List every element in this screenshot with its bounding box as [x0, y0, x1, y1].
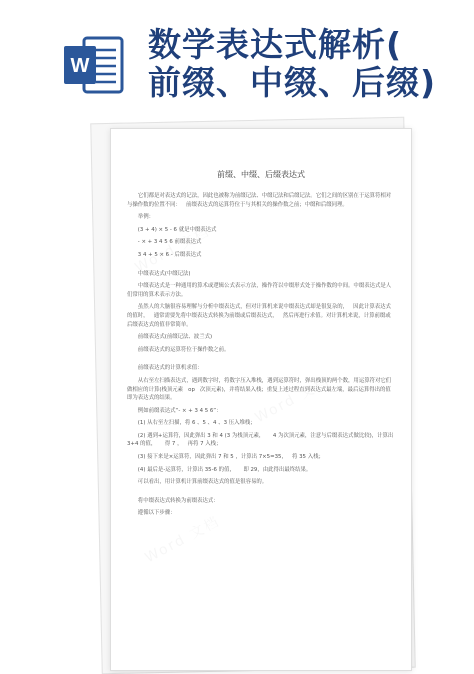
paragraph: 前缀表达式的运算符位于操作数之前。	[137, 346, 230, 353]
banner-title-line1: 数学表达式解析(	[148, 25, 403, 64]
banner-title-line2: 前缀、中缀、后缀)	[148, 63, 437, 102]
banner	[0, 0, 474, 118]
paragraph: 中缀表达式是一种通用的算术或逻辑公式表示方法，操作符以中缀形式处于操作数的中间。中缀表达式是人们常用的算术表示方法。	[127, 283, 392, 298]
list-item: (4) 最后是-运算符，计算出 35-6 的值， 即 29，由此得出最终结果。	[137, 466, 312, 473]
document-page	[110, 128, 412, 671]
list-item: (1) 从右至左扫描，将 6 、5 、4 、3 压入堆栈；	[137, 420, 256, 427]
paragraph: 将中缀表达式转换为前缀表达式：	[137, 497, 219, 504]
list-item: (2) 遇到+运算符，因此弹出 3 和 4 (3 为栈顶元素， 4 为次顶元素，注意与后缀表达式做比较)，计算出 3+4 的值， 得 7 ， 再将 7 入栈；	[127, 432, 395, 448]
document-title: 前缀、中缀、后缀表达式	[217, 170, 305, 179]
list-item: (3) 接下来是×运算符，因此弹出 7 和 5 ，计算出 7×5=35， 将 35 入栈；	[137, 454, 324, 461]
section-heading: 前缀表达式的计算机求值：	[137, 365, 203, 372]
word-document-icon	[62, 34, 124, 96]
section-heading: 中缀表达式(中缀记法)	[137, 270, 191, 277]
paragraph: 它们都是对表达式的记法，因此也被称为前缀记法、中缀记法和后缀记法。它们之间的区别在于运算符相对与操作数的位置不同： 前缀表达式的运算符位于与其相关的操作数之前；中缀和后缀同理。	[127, 193, 392, 208]
paragraph: 虽然人的大脑很容易理解与分析中缀表达式，但对计算机来说中缀表达式却是很复杂的， 因此计算表达式的值时， 通常需要先将中缀表达式转换为前缀或后缀表达式， 然后再进行求值。对计算机来说，计算前缀或后缀表达式的值非常简单。	[127, 304, 391, 328]
paragraph: - × + 3 4 5 6 前缀表达式	[137, 239, 202, 246]
document-body	[127, 169, 395, 522]
paragraph: 从右至左扫描表达式，遇到数字时，将数字压入堆栈，遇到运算符时，弹出栈顶的两个数，用运算符对它们做相应的计算(栈顶元素 op 次顶元素)，并将结果入栈；重复上述过程直到表达式最左端，最后运算得出的值即为表达式的结果。	[127, 377, 392, 402]
paragraph: 例如前缀表达式“- × + 3 4 5 6”：	[137, 407, 222, 414]
paragraph: 举例：	[137, 214, 154, 221]
svg-text:W: W	[70, 55, 90, 77]
paragraph: 遵循以下步骤：	[137, 510, 176, 517]
banner-title	[148, 26, 468, 102]
paragraph: (3 + 4) × 5 - 6 就是中缀表达式	[137, 226, 217, 233]
paragraph: 可以看出，用计算机计算前缀表达式的值是很容易的。	[137, 479, 268, 486]
section-heading: 前缀表达式(前缀记法、波兰式)	[137, 334, 213, 341]
paragraph: 3 4 + 5 × 6 - 后缀表达式	[137, 251, 202, 258]
